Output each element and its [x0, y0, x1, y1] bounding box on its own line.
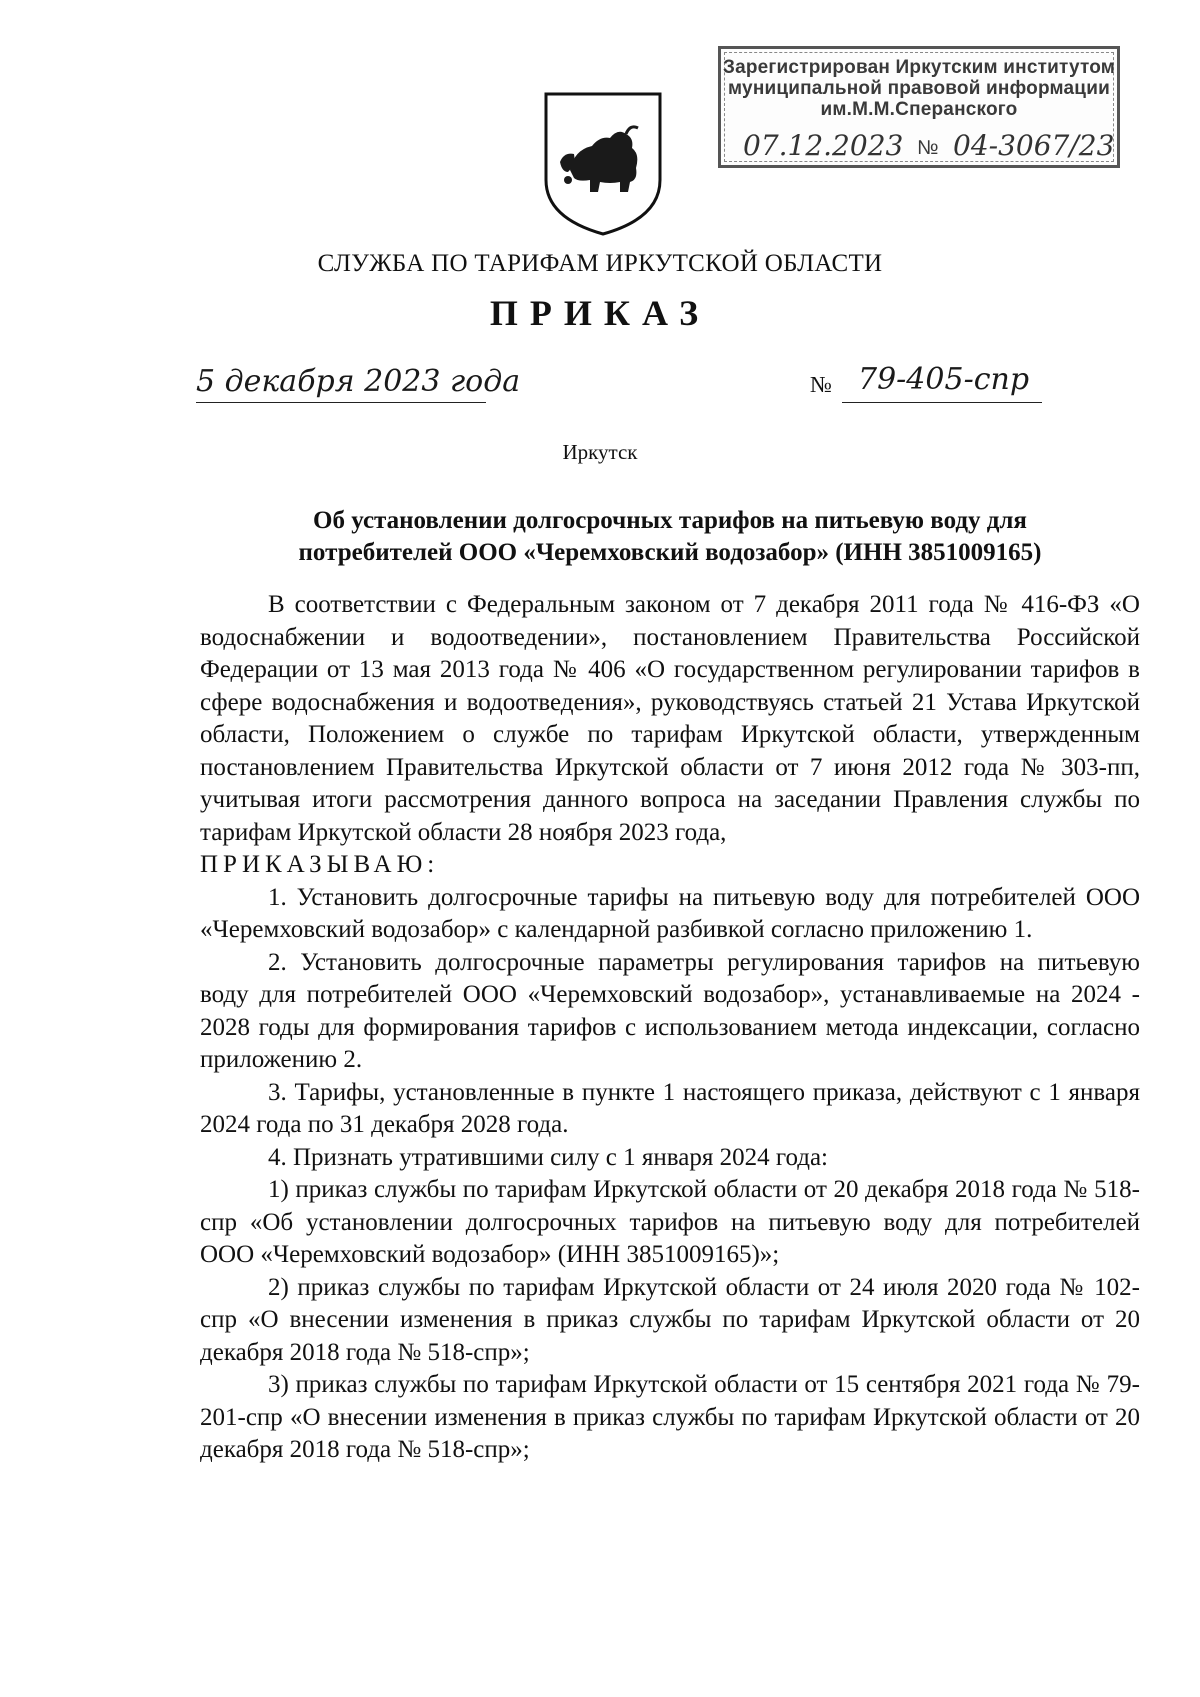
stamp-number-sign: №: [917, 137, 939, 159]
order-item-3: 3. Тарифы, установленные в пункте 1 настоящего приказа, действуют с 1 января 2024 года по 31 декабря 2028 года.: [200, 1078, 1140, 1138]
registration-stamp: [718, 46, 1120, 168]
order-item-4: 4. Признать утратившими силу с 1 января 2024 года:: [268, 1143, 828, 1171]
order-subject: [200, 505, 1140, 569]
order-body: [200, 589, 1140, 1467]
preamble-paragraph: В соответствии с Федеральным законом от 7 декабря 2011 года № 416-ФЗ «О водоснабжении и водоотведении», постановлением Правительства Российской Федерации от 13 мая 2013 года № 406 «О государственном регулировании тарифов в сфере водоснабжения и водоотведения», руководствуясь статьей 21 Устава Иркутской области, Положением о службе по тарифам Иркутской области, утвержденным постановлением Правительства Иркутской области от 7 июня 2012 года № 303-пп, учитывая итоги рассмотрения данного вопроса на заседании Правления службы по тарифам Иркутской области 28 ноября 2023 года,: [200, 591, 1140, 846]
order-subitem-2: 2) приказ службы по тарифам Иркутской области от 24 июля 2020 года № 102-спр «О внесении изменения в приказ службы по тарифам Иркутской области от 20 декабря 2018 года № 518-спр»;: [200, 1273, 1140, 1366]
order-subitem-1: 1) приказ службы по тарифам Иркутской области от 20 декабря 2018 года № 518-спр «Об установлении долгосрочных тарифов на питьевую воду для потребителей ООО «Черемховский водозабор» (ИНН 3851009165)»;: [200, 1176, 1140, 1268]
irkutsk-coat-of-arms-icon: [540, 88, 666, 238]
order-number: 79-405-спр: [858, 362, 1030, 397]
subject-line-2: потребителей ООО «Черемховский водозабор» (ИНН 3851009165): [298, 539, 1042, 566]
stamp-line-3: им.М.М.Сперанского: [820, 99, 1018, 120]
order-date: 5 декабря 2023 года: [196, 364, 521, 399]
city-name: Иркутск: [562, 440, 638, 464]
stamp-line-1: Зарегистрирован Иркутским институтом: [722, 57, 1116, 78]
order-number-underline: [842, 402, 1042, 403]
document-type-title: ПРИКАЗ: [489, 293, 711, 333]
order-number-sign: №: [810, 372, 832, 397]
subject-line-1: Об установлении долгосрочных тарифов на питьевую воду для: [313, 507, 1027, 534]
stamp-registration-number: 04-3067/23: [953, 129, 1115, 162]
stamp-line-2: муниципальной правовой информации: [728, 78, 1110, 99]
organization-name: СЛУЖБА ПО ТАРИФАМ ИРКУТСКОЙ ОБЛАСТИ: [317, 250, 883, 277]
order-item-2: 2. Установить долгосрочные параметры регулирования тарифов на питьевую воду для потребителей ООО «Черемховский водозабор», устанавливаемые на 2024 - 2028 годы для формирования тарифов с использованием метода индексации, согласно приложению 2.: [200, 948, 1140, 1073]
stamp-date: 07.12.2023: [743, 129, 904, 162]
order-word: ПРИКАЗЫВАЮ:: [200, 851, 440, 878]
order-item-1: 1. Установить долгосрочные тарифы на питьевую воду для потребителей ООО «Черемховский водозабор» с календарной разбивкой согласно приложению 1.: [200, 883, 1140, 943]
order-date-underline: [196, 402, 486, 403]
order-subitem-3: 3) приказ службы по тарифам Иркутской области от 15 сентября 2021 года № 79-201-спр «О внесении изменения в приказ службы по тарифам Иркутской области от 20 декабря 2018 года № 518-спр»;: [200, 1371, 1140, 1463]
